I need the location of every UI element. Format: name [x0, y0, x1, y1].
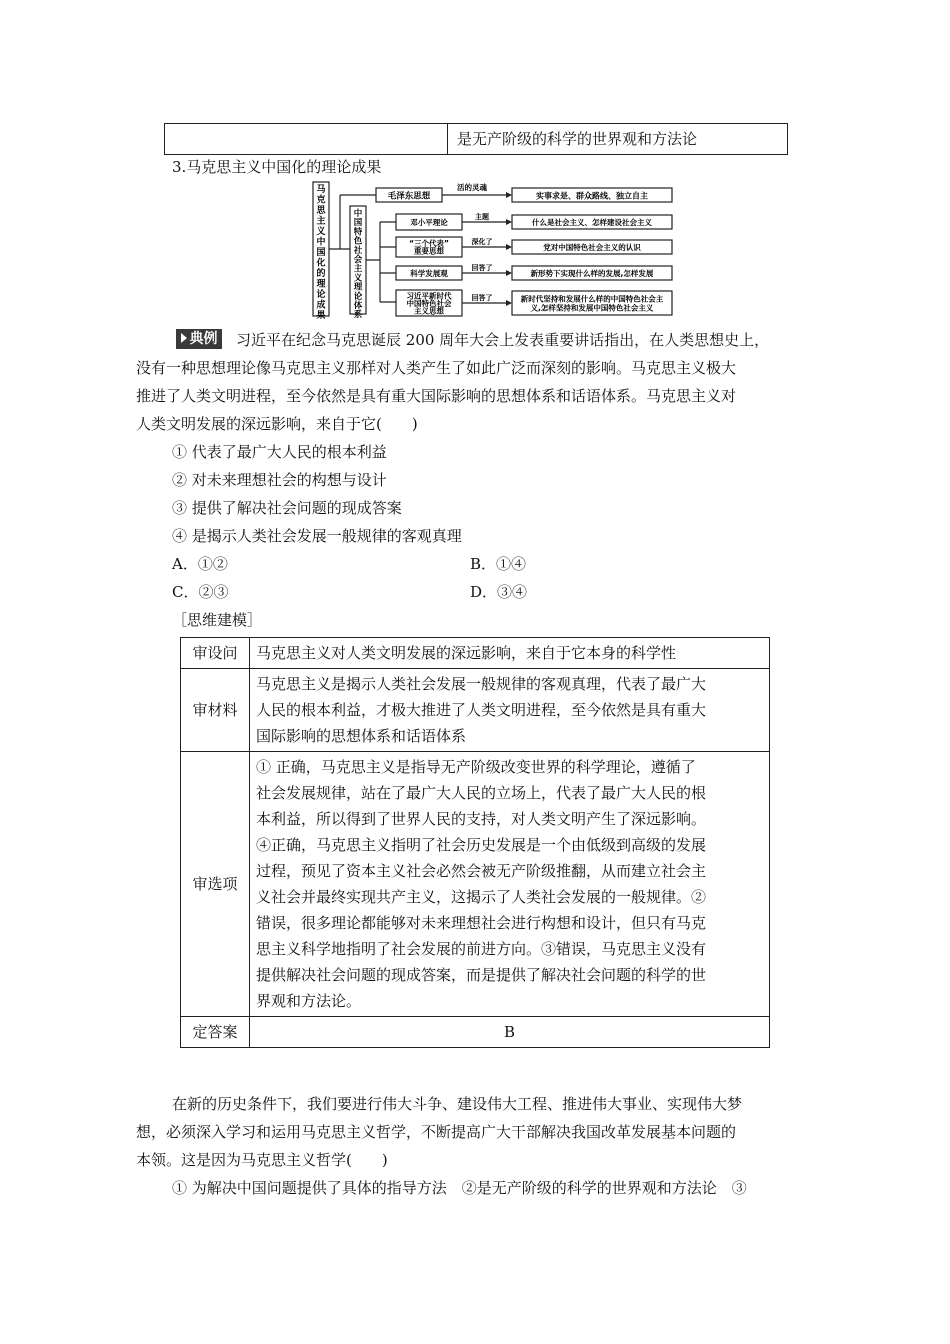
play-icon	[181, 333, 187, 343]
section-title: 3.马克思主义中国化的理论成果	[172, 158, 382, 176]
row-header: 审选项	[181, 752, 250, 1017]
content-line: 马克思主义是揭示人类社会发展一般规律的客观真理，代表了最广大	[256, 675, 707, 693]
system-connector	[366, 222, 396, 302]
diagram-svg	[310, 180, 690, 320]
choice-a: A．①②	[172, 555, 228, 573]
content-line: ① 正确，马克思主义是指导无产阶级改变世界的科学理论，遵循了	[256, 758, 696, 776]
item-result: 新形势下实现什么样的发展,怎样发展	[530, 269, 654, 278]
content-line: 国际影响的思想体系和话语体系	[256, 727, 467, 745]
choice-d: D．③④	[470, 583, 528, 601]
item-link: 回答了	[471, 264, 493, 272]
content-line: 社会发展规律，站在了最广大人民的立场上，代表了最广大人民的根	[256, 784, 707, 802]
content-line: 人民的根本利益，才极大推进了人类文明进程，至今依然是具有重大	[256, 701, 707, 719]
table-row	[181, 638, 770, 669]
practice-line-4: ① 为解决中国问题提供了具体的指导方法 ②是无产阶级的科学的世界观和方法论 ③	[172, 1179, 747, 1197]
mao-label: 毛泽东思想	[387, 191, 431, 202]
item-result: 新时代坚持和发展什么样的中国特色社会主	[520, 294, 664, 304]
item-name: 邓小平理论	[410, 217, 448, 227]
content-line: ④正确，马克思主义指明了社会历史发展是一个由低级到高级的发展	[256, 836, 707, 854]
item-result: 党对中国特色社会主义的认识	[543, 243, 641, 252]
option-3: ③ 提供了解决社会问题的现成答案	[172, 499, 402, 517]
item-link: 主题	[475, 213, 489, 221]
choice-b: B．①④	[470, 555, 527, 573]
root-connector	[329, 195, 376, 249]
item-result: 义,怎样坚持和发展中国特色社会主义	[530, 303, 654, 313]
example-line-1: 习近平在纪念马克思诞辰 200 周年大会上发表重要讲话指出，在人类思想史上，	[236, 331, 770, 349]
choice-c: C．②③	[172, 583, 229, 601]
root-label: 马克思主义中国化的理论成果	[316, 185, 326, 320]
content-line: 本利益，所以得到了世界人民的支持，对人类文明产生了深远影响。	[256, 810, 707, 828]
table-row	[181, 669, 770, 752]
table-row	[181, 752, 770, 1017]
arrow-head	[506, 219, 512, 225]
example-tag	[176, 329, 222, 349]
row-content	[250, 638, 770, 669]
option-4: ④ 是揭示人类社会发展一般规律的客观真理	[172, 527, 462, 545]
table-cell: 是无产阶级的科学的世界观和方法论	[457, 130, 698, 148]
example-tag-label: 典例	[189, 331, 218, 347]
row-header: 审材料	[181, 669, 250, 752]
mao-link-label: 活的灵魂	[457, 183, 487, 192]
arrow-head	[506, 244, 512, 250]
content-line: 义社会并最终实现共产主义，这揭示了人类社会发展的一般规律。②	[256, 888, 707, 906]
top-table-fragment	[164, 123, 788, 155]
option-2: ② 对未来理想社会的构想与设计	[172, 471, 387, 489]
content-line: 提供解决社会问题的现成答案，而是提供了解决社会问题的科学的世	[256, 966, 707, 984]
practice-line-3: 本领。这是因为马克思主义哲学( )	[136, 1151, 388, 1169]
practice-line-1: 在新的历史条件下，我们要进行伟大斗争、建设伟大工程、推进伟大事业、实现伟大梦	[172, 1095, 743, 1113]
concept-diagram	[310, 180, 690, 320]
example-line-2: 没有一种思想理论像马克思主义那样对人类产生了如此广泛而深刻的影响。马克思主义极大	[136, 359, 737, 377]
content-line: 马克思主义对人类文明发展的深远影响，来自于它本身的科学性	[256, 644, 677, 662]
system-items	[396, 212, 672, 316]
arrow-head	[506, 300, 512, 306]
row-content	[250, 1017, 770, 1048]
row-content	[250, 669, 770, 752]
row-content	[250, 752, 770, 1017]
mao-result-label: 实事求是、群众路线、独立自主	[536, 191, 648, 201]
item-link: 深化了	[471, 238, 493, 246]
content-line: 错误，很多理论都能够对未来理想社会进行构想和设计，但只有马克	[256, 914, 707, 932]
practice-line-2: 想，必须深入学习和运用马克思主义哲学，不断提高广大干部解决我国改革发展基本问题的	[136, 1123, 737, 1141]
row-header: 定答案	[181, 1017, 250, 1048]
option-1: ① 代表了最广大人民的根本利益	[172, 443, 387, 461]
model-title: ［思维建模］	[172, 611, 263, 629]
content-line: 界观和方法论。	[256, 992, 362, 1010]
item-name: 重要思想	[414, 246, 444, 256]
example-line-3: 推进了人类文明进程，至今依然是具有重大国际影响的思想体系和话语体系。马克思主义对	[136, 387, 737, 405]
item-name: 主义思想	[414, 306, 444, 316]
content-line: 过程，预见了资本主义社会必然会被无产阶级推翻，从而建立社会主	[256, 862, 707, 880]
item-link: 回答了	[471, 294, 493, 302]
content-line: B	[503, 1023, 516, 1041]
table-divider	[447, 124, 448, 154]
thinking-model-table	[180, 637, 770, 1048]
table-row	[181, 1017, 770, 1048]
example-line-4: 人类文明发展的深远影响，来自于它( )	[136, 415, 418, 433]
system-label: 中国特色社会主义理论体系	[353, 209, 363, 320]
item-result: 什么是社会主义、怎样建设社会主义	[532, 218, 652, 227]
item-name: 习近平新时代	[406, 291, 452, 301]
content-line: 思主义科学地指明了社会发展的前进方向。③错误，马克思主义没有	[256, 940, 707, 958]
arrow-head	[506, 270, 512, 276]
item-name: “三个代表”	[409, 239, 449, 249]
row-header: 审设问	[181, 638, 250, 669]
item-name: 中国特色社会	[406, 298, 452, 308]
item-name: 科学发展观	[410, 268, 448, 278]
